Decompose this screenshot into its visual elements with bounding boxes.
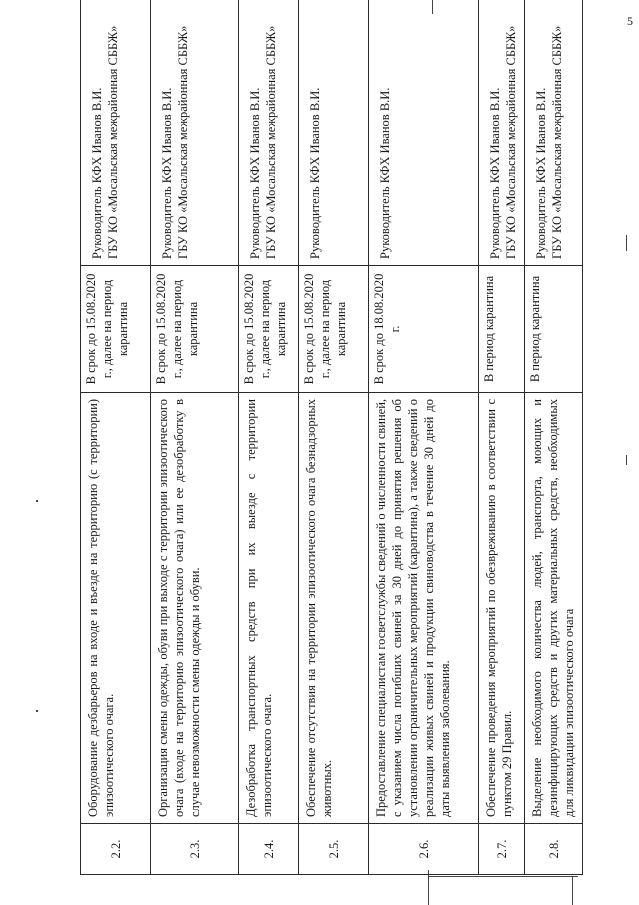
responsible-party: ГБУ КО «Мосальская межрайонная СББЖ» — [106, 25, 120, 259]
responsible-party: Руководитель КФХ Иванов В.И. — [90, 87, 104, 259]
responsible-party: Руководитель КФХ Иванов В.И. — [248, 87, 262, 259]
row-number: 2.7. — [479, 824, 525, 875]
measure-text: Предоставление специалистам госветслужбы сведений о численности свиней, с указанием числа погибших свиней за 30 дней до принятия решения об установлении ограничительных мероприятий (карантина), а также сведений о реализации живых свиней и продукции свиноводства в течение 30 дней до даты выявления заболевания. — [369, 393, 479, 824]
measure-text: Выделение необходимого количества людей, транспорта, моющих и дезинфицирующих средств и других материальных средств, необходимых для ликвидации эпизоотического очага — [525, 393, 583, 824]
responsible-party: ГБУ КО «Мосальская межрайонная СББЖ» — [176, 25, 190, 259]
deadline-text: В срок до 15.08.2020 г., далее на период карантина — [239, 266, 299, 393]
table-row — [525, 0, 583, 875]
measures-table — [80, 0, 583, 875]
row-number: 2.8. — [525, 824, 583, 875]
table-row — [151, 0, 239, 875]
responsible-party: Руководитель КФХ Иванов В.И. — [378, 87, 392, 259]
deadline-text: В срок до 18.08.2020 г. — [369, 266, 479, 393]
measure-text: Обеспечение проведения мероприятий по обезвреживанию в соответствии с пунктом 29 Правил. — [479, 393, 525, 824]
deadline-text: В срок до 15.08.2020 г., далее на период карантина — [299, 266, 369, 393]
responsible-party: ГБУ КО «Мосальская межрайонная СББЖ» — [550, 25, 564, 259]
row-number: 2.2. — [81, 824, 151, 875]
table-row — [299, 0, 369, 875]
row-number: 2.4. — [239, 824, 299, 875]
responsible-party: Руководитель КФХ Иванов В.И. — [488, 87, 502, 259]
measure-text: Дезобработка транспортных средств при их выезде с территории эпизоотического очага. — [239, 393, 299, 824]
responsible-party: Руководитель КФХ Иванов В.И. — [308, 87, 322, 259]
responsible-cell — [299, 0, 369, 266]
responsible-party: ГБУ КО «Мосальская межрайонная СББЖ» — [264, 25, 278, 259]
deadline-text: В срок до 15.08.2020 г., далее на период карантина — [81, 266, 151, 393]
responsible-party: ГБУ КО «Мосальская межрайонная СББЖ» — [504, 25, 518, 259]
responsible-party: Руководитель КФХ Иванов В.И. — [160, 87, 174, 259]
table-row — [81, 0, 151, 875]
responsible-cell — [81, 0, 151, 266]
page-number: 5 — [627, 14, 633, 28]
responsible-cell — [479, 0, 525, 266]
row-number: 2.6. — [369, 824, 479, 875]
responsible-cell — [239, 0, 299, 266]
measures-table-body — [81, 0, 583, 875]
table-row — [479, 0, 525, 875]
row-number: 2.3. — [151, 824, 239, 875]
responsible-cell — [525, 0, 583, 266]
responsible-cell — [369, 0, 479, 266]
measure-text: Организация смены одежды, обуви при выходе с территории эпизоотического очага (входе на территорию эпизоотического очага) или ее дезобработку в случае невозможности смены одежды и обуви. — [151, 393, 239, 824]
deadline-text: В период карантина — [479, 266, 525, 393]
deadline-text: В период карантина — [525, 266, 583, 393]
measure-text: Оборудование дезбарьеров на входе и въезде на территорию (с территории) эпизоотического очага. — [81, 393, 151, 824]
responsible-party: Руководитель КФХ Иванов В.И. — [534, 87, 548, 259]
measure-text: Обеспечение отсутствия на территории эпизоотического очага безнадзорных животных. — [299, 393, 369, 824]
table-row — [369, 0, 479, 875]
row-number: 2.5. — [299, 824, 369, 875]
responsible-cell — [151, 0, 239, 266]
table-row — [239, 0, 299, 875]
deadline-text: В срок до 15.08.2020 г., далее на период карантина — [151, 266, 239, 393]
measures-table-container — [80, 20, 578, 875]
